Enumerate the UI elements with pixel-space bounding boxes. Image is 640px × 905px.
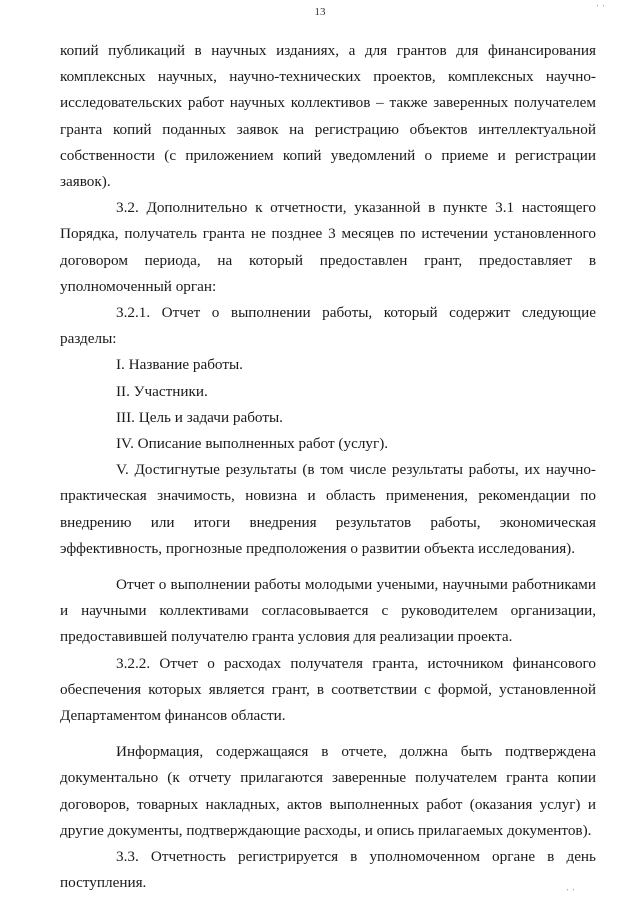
section-item-2: II. Участники. [116,382,208,400]
paragraph-approval: Отчет о выполнении работы молодыми учеными, научными работниками и научными коллективами согласовывается с руководителем организации, предоставившей получателю гранта условия для реализации проекта. [60,576,596,646]
paragraph-continuation: копий публикаций в научных изданиях, а для грантов для финансирования комплексных научных, научно-технических проектов, комплексных научно-исследовательских работ научных коллективов – также заверенных получателем гранта копий поданных заявок на регистрацию объектов интеллектуальной собственности (с приложением копий уведомлений о приеме и регистрации заявок). [60,42,596,191]
scan-mark-top-right: ˌ ˌ [596,0,606,7]
paragraph-information: Информация, содержащаяся в отчете, должна быть подтверждена документально (к отчету прилагаются заверенные получателем гранта копии договоров, товарных накладных, актов выполненных работ (оказания услуг) и другие документы, подтверждающие расходы, и опись прилагаемых документов). [60,743,596,839]
scan-mark-bottom-right: ˌ ˌ [566,880,576,891]
document-body [60,38,596,897]
section-item-1: I. Название работы. [116,356,243,374]
paragraph-3-2: 3.2. Дополнительно к отчетности, указанной в пункте 3.1 настоящего Порядка, получатель гранта не позднее 3 месяцев по истечении установленного договором периода, на который предоставлен грант, предоставляет в уполномоченный орган: [60,199,596,295]
paragraph-3-2-2: 3.2.2. Отчет о расходах получателя гранта, источником финансового обеспечения которых является грант, в соответствии с формой, установленной Департаментом финансов области. [60,654,596,725]
section-item-3: III. Цель и задачи работы. [116,408,283,426]
section-item-4: IV. Описание выполненных работ (услуг). [116,435,389,453]
paragraph-3-2-1: 3.2.1. Отчет о выполнении работы, который содержит следующие разделы: [60,304,596,348]
section-item-5: V. Достигнутые результаты (в том числе результаты работы, их научно-практическая значимость, новизна и область применения, рекомендации по внедрению или итоги внедрения результатов работы, экономическая эффективность, прогнозные предположения о развитии объекта исследования). [60,461,596,557]
page-number: 13 [314,6,326,18]
paragraph-3-3: 3.3. Отчетность регистрируется в уполномоченном органе в день поступления. [60,848,596,892]
